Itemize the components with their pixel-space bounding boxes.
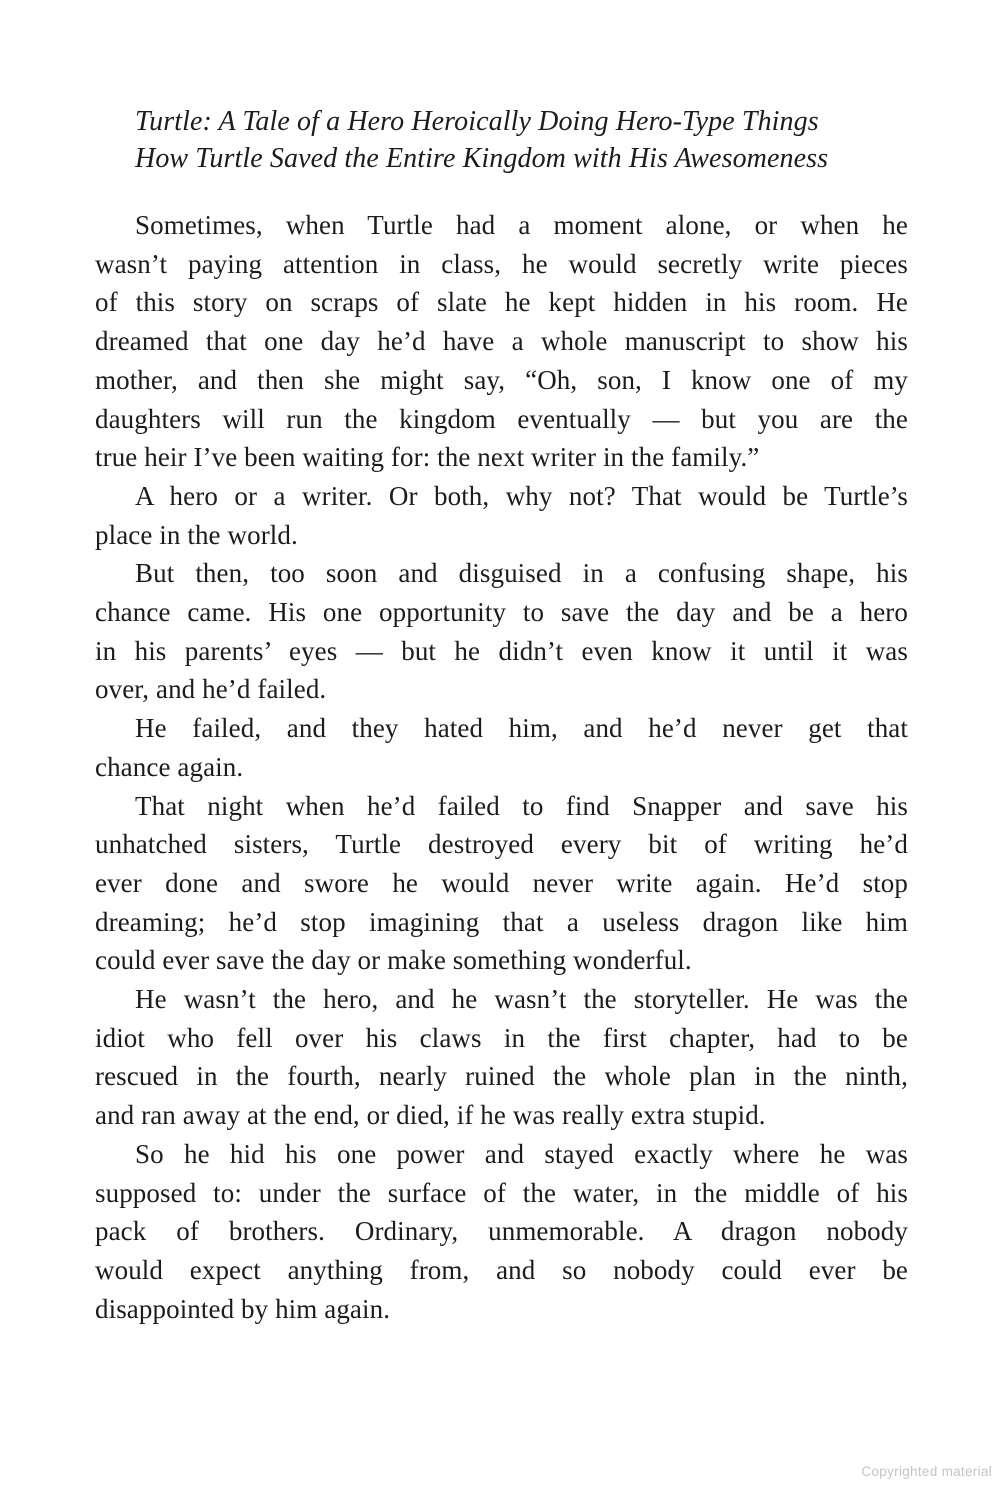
text-line: But then, too soon and disguised in a confusing shape, his (135, 558, 908, 589)
text-line: would expect anything from, and so nobody could ever be (95, 1254, 908, 1285)
paragraph (95, 554, 908, 709)
story-title (135, 103, 915, 177)
text-line: in his parents’ eyes — but he didn’t even know it until it was (95, 635, 908, 666)
text-line: He wasn’t the hero, and he wasn’t the storyteller. He was the (135, 984, 908, 1015)
text-line: could ever save the day or make something wonderful. (95, 945, 692, 976)
text-line: disappointed by him again. (95, 1293, 391, 1324)
text-line: chance came. His one opportunity to save the day and be a hero (95, 597, 908, 628)
text-line: That night when he’d failed to find Snapper and save his (135, 790, 908, 821)
text-line: idiot who fell over his claws in the first chapter, had to be (95, 1022, 908, 1053)
paragraph (95, 787, 908, 981)
paragraph (95, 477, 908, 554)
page-text (95, 206, 908, 1328)
text-line: dreaming; he’d stop imagining that a useless dragon like him (95, 906, 908, 937)
text-line: over, and he’d failed. (95, 674, 327, 705)
text-line: chance again. (95, 751, 244, 782)
paragraph (95, 709, 908, 786)
text-line: supposed to: under the surface of the water, in the middle of his (95, 1177, 908, 1208)
text-line: and ran away at the end, or died, if he was really extra stupid. (95, 1100, 766, 1131)
story-title-line-2: How Turtle Saved the Entire Kingdom with His Awesomeness (135, 143, 829, 174)
text-line: pack of brothers. Ordinary, unmemorable. A dragon nobody (95, 1216, 908, 1247)
text-line: wasn’t paying attention in class, he would secretly write pieces (95, 248, 908, 279)
paragraph (95, 206, 908, 477)
text-line: Sometimes, when Turtle had a moment alone, or when he (135, 210, 908, 240)
copyright-notice: Copyrighted material (861, 1464, 992, 1479)
paragraph (95, 980, 908, 1135)
paragraph (95, 1135, 908, 1329)
text-line: rescued in the fourth, nearly ruined the whole plan in the ninth, (95, 1061, 908, 1092)
text-line: dreamed that one day he’d have a whole manuscript to show his (95, 326, 908, 357)
text-line: He failed, and they hated him, and he’d never get that (135, 713, 908, 744)
text-line: of this story on scraps of slate he kept hidden in his room. He (95, 287, 908, 318)
text-line: So he hid his one power and stayed exactly where he was (135, 1138, 908, 1169)
text-line: place in the world. (95, 519, 298, 550)
story-title-line-1: Turtle: A Tale of a Hero Heroically Doing Hero-Type Things (135, 106, 819, 137)
text-line: unhatched sisters, Turtle destroyed every bit of writing he’d (95, 829, 908, 860)
text-line: mother, and then she might say, “Oh, son, I know one of my (95, 364, 908, 395)
text-line: true heir I’ve been waiting for: the next writer in the family.” (95, 442, 760, 473)
text-line: ever done and swore he would never write again. He’d stop (95, 867, 908, 898)
text-line: A hero or a writer. Or both, why not? That would be Turtle’s (135, 480, 908, 511)
text-line: daughters will run the kingdom eventually — but you are the (95, 403, 908, 434)
